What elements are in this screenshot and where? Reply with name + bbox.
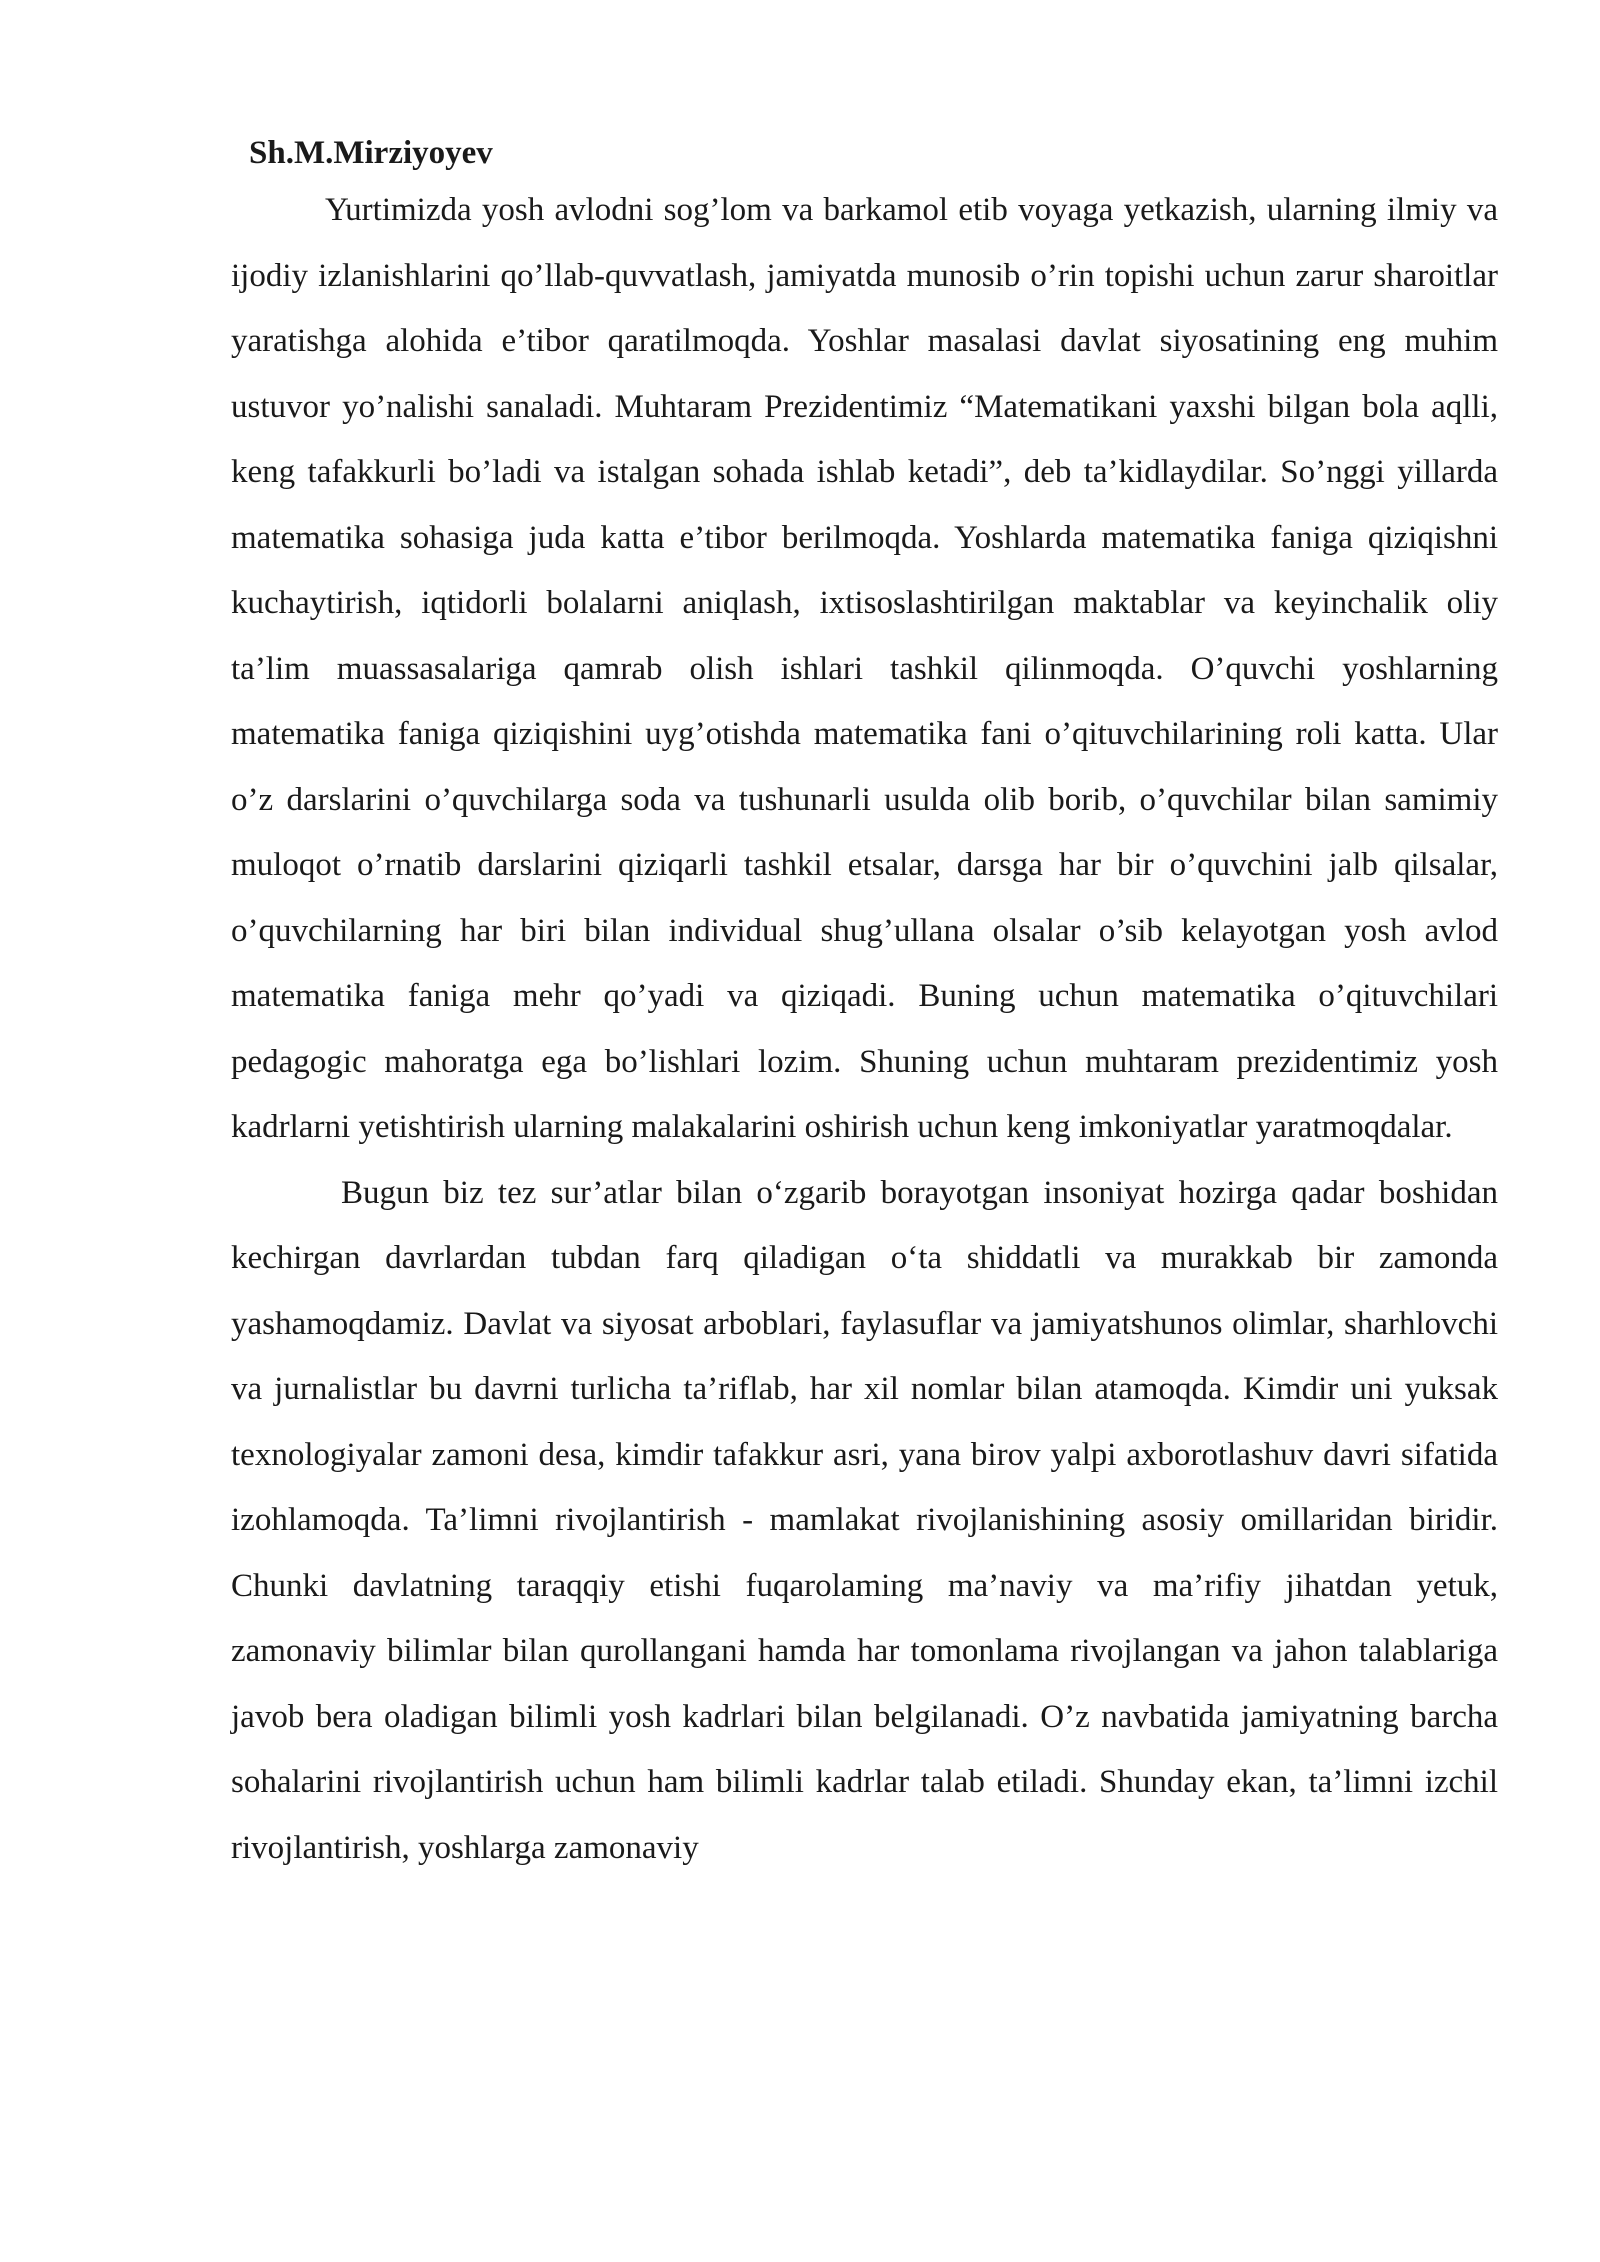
document-body (231, 128, 1498, 1881)
author-name: Sh.M.Mirziyoyev (249, 135, 493, 171)
paragraph-1: Yurtimizda yosh avlodni sog’lom va barkamol etib voyaga yetkazish, ularning ilmiy va ijodiy izlanishlarini qo’llab-quvvatlash, jamiyatda munosib o’rin topishi uchun zarur sharoitlar yaratishga alohida e’tibor qaratilmoqda. Yoshlar masalasi davlat siyosatining eng muhim ustuvor yo’nalishi sanaladi. Muhtaram Prezidentimiz “Matematikani yaxshi bilgan bola aqlli, keng tafakkurli bo’ladi va istalgan sohada ishlab ketadi”, deb ta’kidlaydilar. So’nggi yillarda matematika sohasiga juda katta e’tibor berilmoqda. Yoshlarda matematika faniga qiziqishni kuchaytirish, iqtidorli bolalarni aniqlash, ixtisoslashtirilgan maktablar va keyinchalik oliy ta’lim muassasalariga qamrab olish ishlari tashkil qilinmoqda. O’quvchi yoshlarning matematika faniga qiziqishini uyg’otishda matematika fani o’qituvchilarining roli katta. Ular o’z darslarini o’quvchilarga soda va tushunarli usulda olib borib, o’quvchilar bilan samimiy muloqot o’rnatib darslarini qiziqarli tashkil etsalar, darsga har bir o’quvchini jalb qilsalar, o’quvchilarning har biri bilan individual shug’ullana olsalar o’sib kelayotgan yosh avlod matematika faniga mehr qo’yadi va qiziqadi. Buning uchun matematika o’qituvchilari pedagogic mahoratga ega bo’lishlari lozim. Shuning uchun muhtaram prezidentimiz yosh kadrlarni yetishtirish ularning malakalarini oshirish uchun keng imkoniyatlar yaratmoqdalar. (231, 192, 1498, 1145)
paragraph-2: Bugun biz tez sur’atlar bilan o‘zgarib borayotgan insoniyat hozirga qadar boshidan kechirgan davrlardan tubdan farq qiladigan o‘ta shiddatli va murakkab bir zamonda yashamoqdamiz. Davlat va siyosat arboblari, faylasuflar va jamiyatshunos olimlar, sharhlovchi va jurnalistlar bu davrni turlicha ta’riflab, har xil nomlar bilan atamoqda. Kimdir uni yuksak texnologiyalar zamoni desa, kimdir tafakkur asri, yana birov yalpi axborotlashuv davri sifatida izohlamoqda. Ta’limni rivojlantirish - mamlakat rivojlanishining asosiy omillaridan biridir. Chunki davlatning taraqqiy etishi fuqarolaming ma’naviy va ma’rifiy jihatdan yetuk, zamonaviy bilimlar bilan qurollangani hamda har tomonlama rivojlangan va jahon talablariga javob bera oladigan bilimli yosh kadrlari bilan belgilanadi. O’z navbatida jamiyatning barcha sohalarini rivojlantirish uchun ham bilimli kadrlar talab etiladi. Shunday ekan, ta’limni izchil rivojlantirish, yoshlarga zamonaviy (231, 1174, 1498, 1866)
